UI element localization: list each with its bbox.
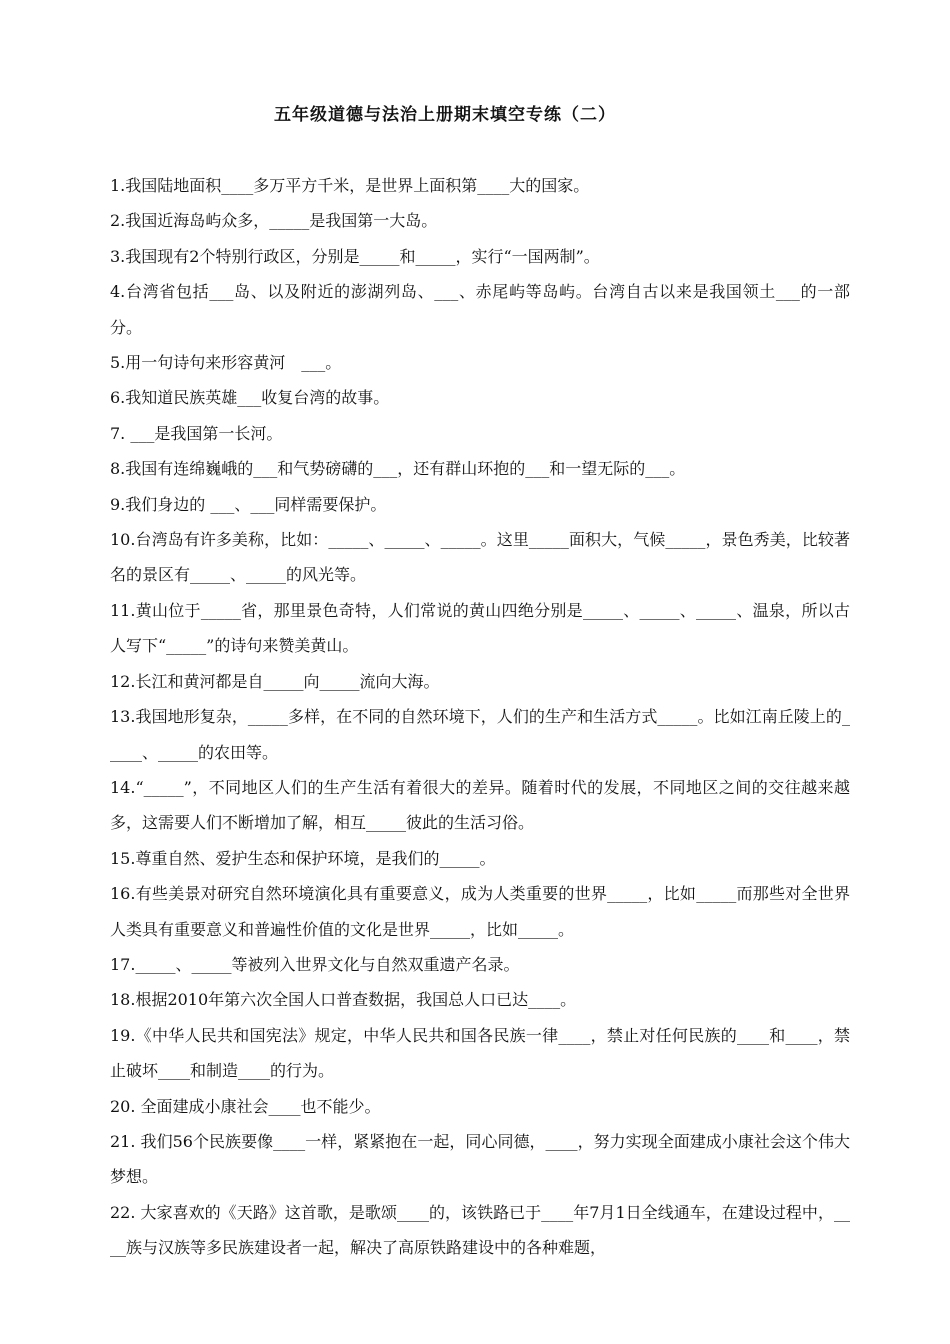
question-item: 3.我国现有2个特别行政区，分别是_____和_____，实行“一国两制”。 [110,246,600,266]
question-item: 11.黄山位于_____省，那里景色奇特，人们常说的黄山四绝分别是_____、_____、_____、温泉，所以古人写下“_____”的诗句来赞美黄山。 [110,600,850,656]
question-item: 9.我们身边的 ___、___同样需要保护。 [110,494,387,514]
question-item: 12.长江和黄河都是自_____向_____流向大海。 [110,671,440,691]
question-item: 22. 大家喜欢的《天路》这首歌，是歌颂____的，该铁路已于____年7月1日全线通车，在建设过程中，____族与汉族等多民族建设者一起，解决了高原铁路建设中的各种难题， [110,1202,850,1258]
question-item: 15.尊重自然、爱护生态和保护环境，是我们的_____。 [110,848,496,868]
question-item: 16.有些美景对研究自然环境演化具有重要意义，成为人类重要的世界_____，比如_____而那些对全世界人类具有重要意义和普遍性价值的文化是世界_____，比如_____。 [110,884,850,939]
question-item: 2.我国近海岛屿众多，_____是我国第一大岛。 [110,211,438,231]
question-item: 1.我国陆地面积____多万平方千米，是世界上面积第____大的国家。 [110,176,590,195]
question-item: 4.台湾省包括___岛、以及附近的澎湖列岛、___、赤尾屿等岛屿。台湾自古以来是我国领土___的一部分。 [110,282,850,337]
question-item: 14.“_____”，不同地区人们的生产生活有着很大的差异。随着时代的发展，不同地区之间的交往越来越多，这需要人们不断增加了解，相互_____彼此的生活习俗。 [110,777,850,833]
question-item: 13.我国地形复杂，_____多样，在不同的自然环境下，人们的生产和生活方式_____。比如江南丘陵上的_____、_____的农田等。 [110,707,850,762]
question-item: 8.我国有连绵巍峨的___和气势磅礴的___，还有群山环抱的___和一望无际的___。 [110,459,686,479]
question-item: 21. 我们56个民族要像____一样，紧紧抱在一起，同心同德，____，努力实现全面建成小康社会这个伟大梦想。 [110,1131,850,1187]
question-item: 18.根据2010年第六次全国人口普查数据，我国总人口已达____。 [110,990,577,1010]
question-list [110,168,850,1266]
question-item: 20. 全面建成小康社会____也不能少。 [110,1096,381,1116]
page-title: 五年级道德与法治上册期末填空专练（二） [274,105,616,125]
question-item: 6.我知道民族英雄___收复台湾的故事。 [110,388,390,408]
question-item: 19.《中华人民共和国宪法》规定，中华人民共和国各民族一律____，禁止对任何民族的____和____，禁止破坏____和制造____的行为。 [110,1025,850,1081]
question-item: 10.台湾岛有许多美称，比如：_____、_____、_____。这里_____面积大，气候_____，景色秀美，比较著名的景区有_____、_____的风光等。 [110,530,850,585]
question-item: 7. ___是我国第一长河。 [110,423,283,443]
question-item: 17._____、_____等被列入世界文化与自然双重遗产名录。 [110,954,520,974]
question-item: 5.用一句诗句来形容黄河 ___。 [110,353,342,373]
